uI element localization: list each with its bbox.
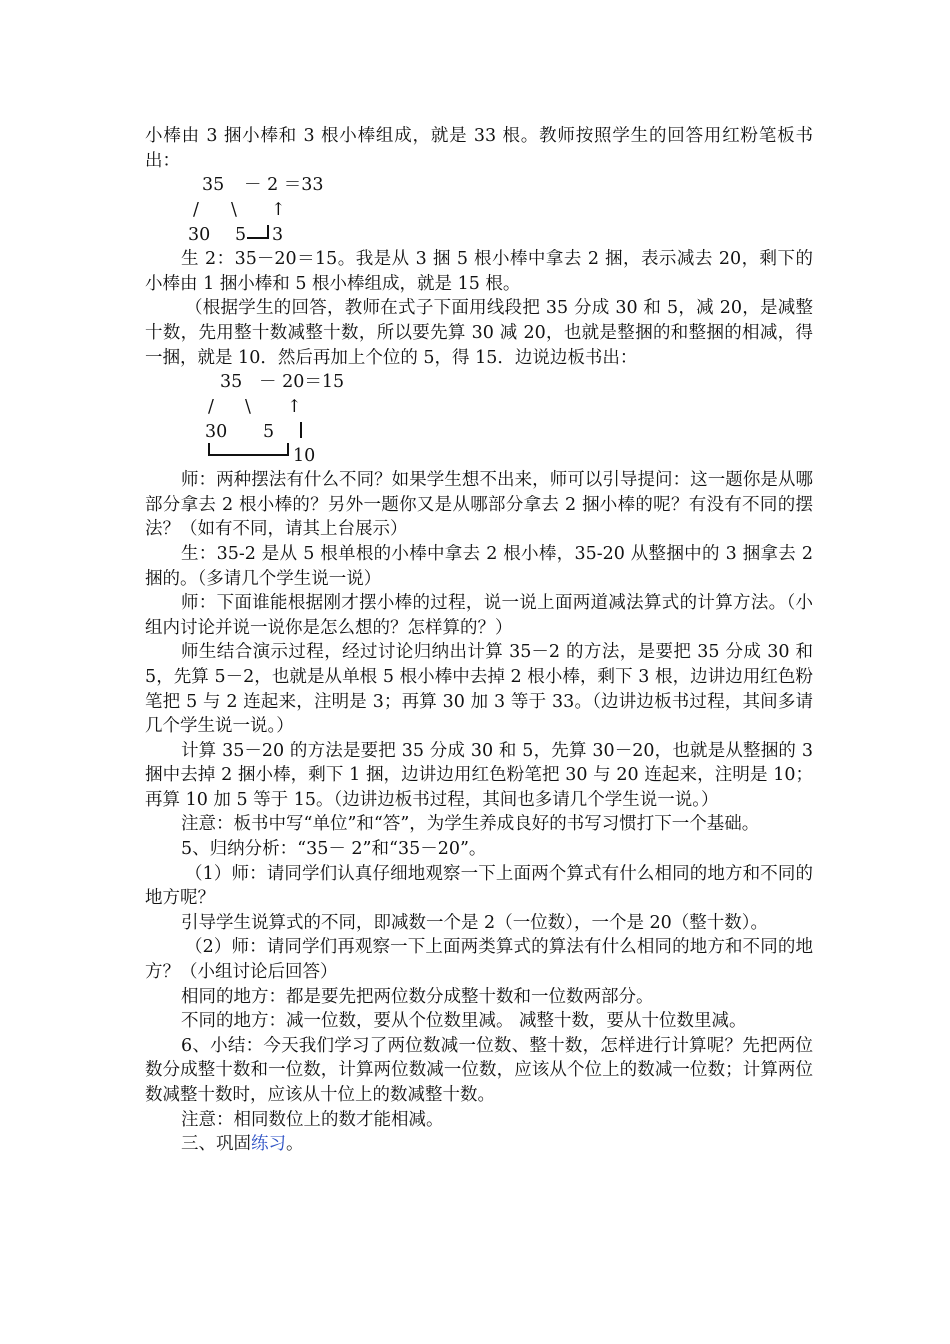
paragraph: 不同的地方：减一位数，要从个位数里减。 减整十数，要从十位数里减。 <box>181 1011 747 1032</box>
paragraph: 生：35-2 是从 5 根单根的小棒中拿去 2 根小棒，35-20 从整捆中的 3 捆拿去 2 捆的。（多请几个学生说一说） <box>145 543 813 589</box>
diagram-connector-line <box>287 443 289 456</box>
paragraph: 生 2：35－20＝15。我是从 3 捆 5 根小棒中拿去 2 捆，表示减去 20，剩下的小棒由 1 捆小棒和 5 根小棒组成，就是 15 根。 <box>145 249 813 294</box>
diagram-number: 35 <box>220 372 243 393</box>
diagram-equation: － 20＝15 <box>259 372 345 393</box>
paragraph: （根据学生的回答，教师在式子下面用线段把 35 分成 30 和 5，减 20，是减整十数，先用整十数减整十数，所以要先算 30 减 20，也就是整捆的和整捆的相减，得一捆，就是 10．然后再加上个位的 5，得 15．边说边板书出： <box>145 298 813 368</box>
paragraph: 注意：板书中写“单位”和“答”，为学生养成良好的书写习惯打下一个基础。 <box>181 814 760 835</box>
diagram-number: 5 <box>263 422 275 443</box>
diagram-slash: / <box>193 200 199 221</box>
diagram-result: 3 <box>272 225 284 246</box>
decomposition-diagram-35-minus-20 <box>145 370 813 468</box>
paragraph: （2）师：请同学们再观察一下上面两类算式的算法有什么相同的地方和不同的地方？（小组讨论后回答） <box>145 937 813 983</box>
paragraph: 小棒由 3 捆小棒和 3 根小棒组成，就是 33 根。教师按照学生的回答用红粉笔板书出： <box>145 126 813 171</box>
diagram-connector-line <box>208 454 288 456</box>
paragraph: 引导学生说算式的不同，即减数一个是 2（一位数），一个是 20（整十数）。 <box>181 912 769 933</box>
diagram-connector-line <box>300 422 302 438</box>
diagram-equation: － 2 ＝33 <box>244 175 324 196</box>
diagram-arrow-icon: ↑ <box>271 200 286 221</box>
paragraph: 注意：相同数位上的数才能相减。 <box>181 1109 444 1130</box>
paragraph: 计算 35－20 的方法是要把 35 分成 30 和 5，先算 30－20，也就是从整捆的 3 捆中去掉 2 捆小棒，剩下 1 捆，边讲边用红色粉笔把 30 与 20 连起来，注明是 10；再算 10 加 5 等于 15。（边讲边板书过程，其间也多请几个学生说一说。） <box>145 740 813 810</box>
section-heading: 5、归纳分析：“35－ 2”和“35－20”。 <box>181 839 487 860</box>
diagram-number: 35 <box>202 175 225 196</box>
paragraph: 师：两种摆法有什么不同？如果学生想不出来，师可以引导提问：这一题你是从哪部分拿去 2 根小棒的？另外一题你又是从哪部分拿去 2 捆小棒的呢？有没有不同的摆法？（如有不同，请其上台展示） <box>145 470 813 540</box>
paragraph: 6、小结：今天我们学习了两位数减一位数、整十数，怎样进行计算呢？先把两位数分成整十数和一位数，计算两位数减一位数，应该从个位上的数减一位数；计算两位数减整十数时，应该从十位上的数减整十数。 <box>145 1035 813 1105</box>
diagram-arrow-icon: ↑ <box>287 397 302 418</box>
diagram-number: 5 <box>235 225 247 246</box>
diagram-connector-line <box>267 225 269 239</box>
document-body <box>145 124 813 1157</box>
diagram-number: 30 <box>205 422 228 443</box>
diagram-slash: / <box>208 397 214 418</box>
diagram-result: 10 <box>293 446 316 467</box>
paragraph: 相同的地方：都是要先把两位数分成整十数和一位数两部分。 <box>181 986 654 1007</box>
diagram-backslash: \ <box>231 200 237 221</box>
diagram-backslash: \ <box>245 397 251 418</box>
paragraph: 师：下面谁能根据刚才摆小棒的过程，说一说上面两道减法算式的计算方法。（小组内讨论并说一说你是怎么想的？怎样算的？） <box>145 593 813 638</box>
practice-link[interactable]: 练习 <box>251 1134 286 1155</box>
paragraph: 师生结合演示过程，经过讨论归纳出计算 35－2 的方法，是要把 35 分成 30 和 5，先算 5－2，也就是从单根 5 根小棒中去掉 2 根小棒，剩下 3 根，边讲边用红色粉笔把 5 与 2 连起来，注明是 3；再算 30 加 3 等于 33。（边讲边板书过程，其间多请几个学生说一说。） <box>145 642 813 737</box>
heading-text: 三、巩固 <box>181 1134 251 1155</box>
paragraph: （1）师：请同学们认真仔细地观察一下上面两个算式有什么相同的地方和不同的地方呢？ <box>145 863 813 909</box>
diagram-number: 30 <box>188 225 211 246</box>
diagram-connector-line <box>247 237 268 239</box>
heading-text: 。 <box>286 1134 304 1155</box>
section-heading <box>145 1132 813 1157</box>
decomposition-diagram-35-minus-2 <box>145 173 813 247</box>
